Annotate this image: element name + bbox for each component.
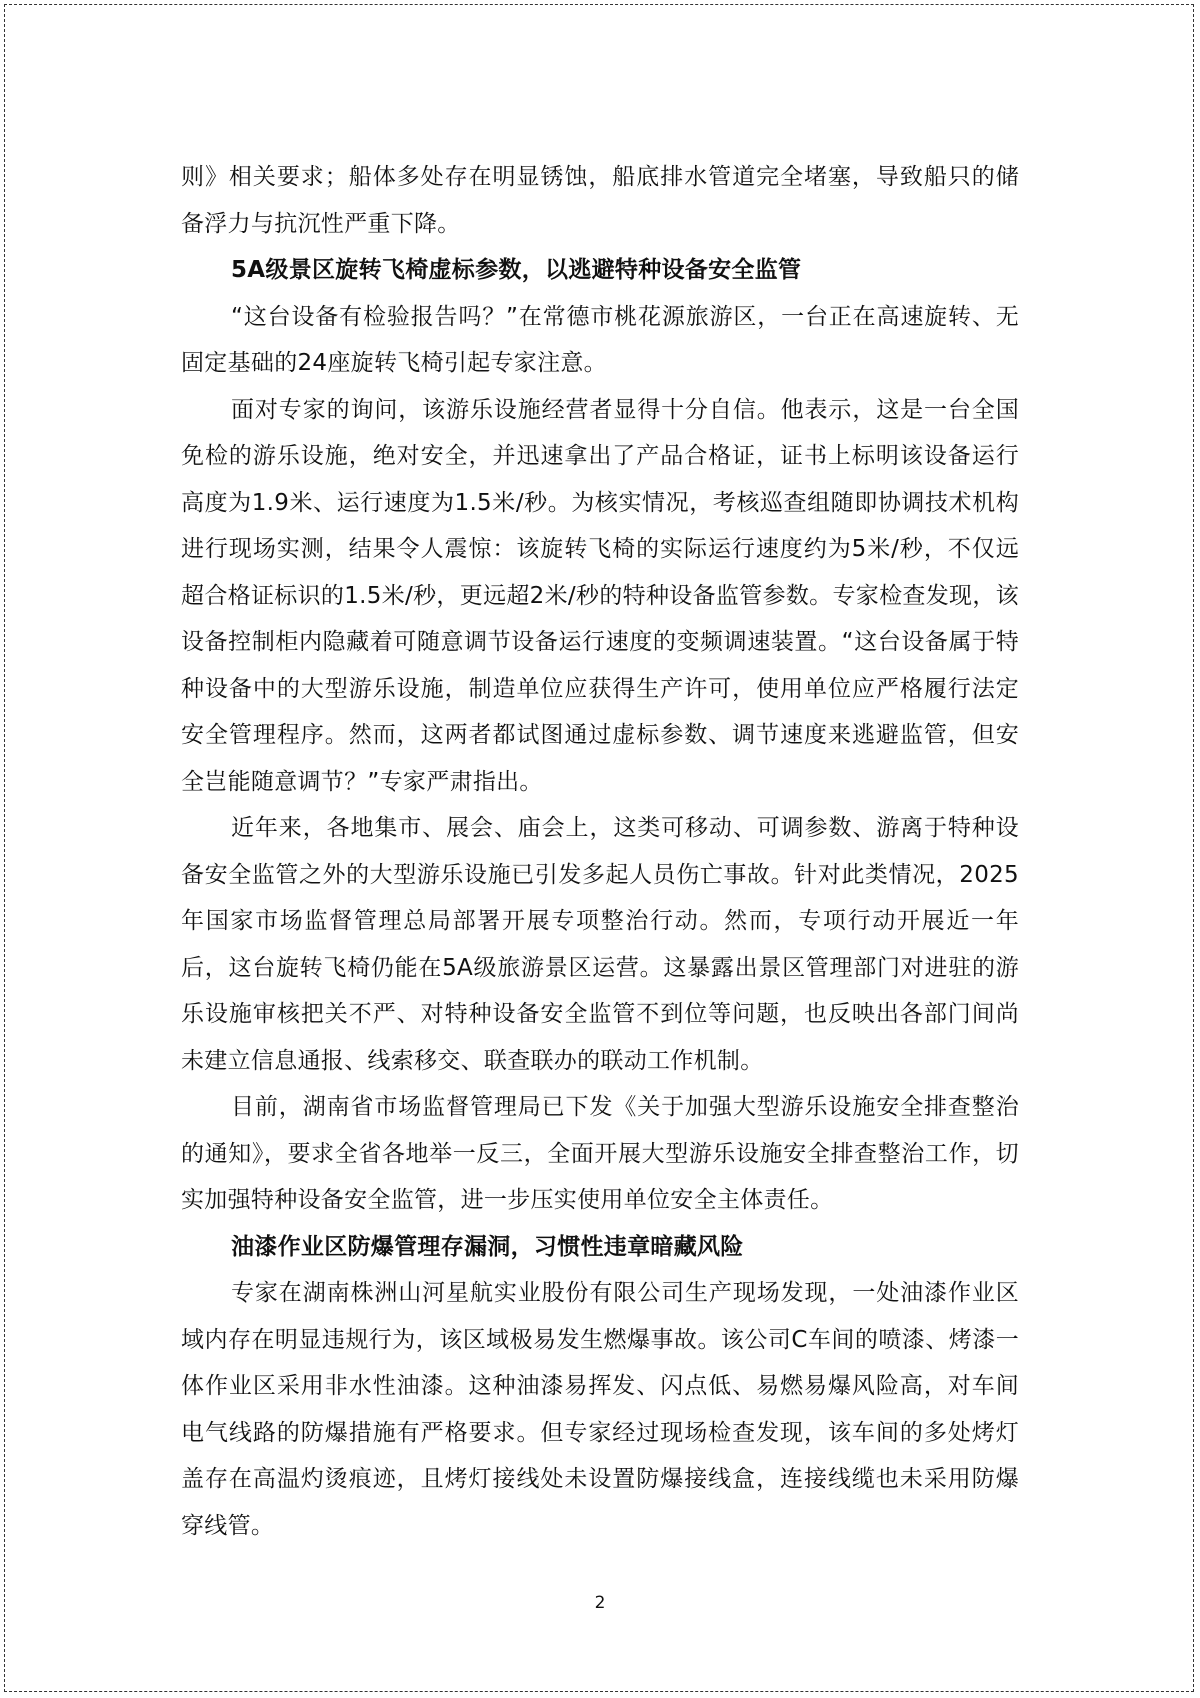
section-heading-paint-area: 油漆作业区防爆管理存漏洞，习惯性违章暗藏风险 [231,1233,744,1260]
paragraph: 专家在湖南株洲山河星航实业股份有限公司生产现场发现，一处油漆作业区域内存在明显违规行为，该区域极易发生燃爆事故。该公司C车间的喷漆、烤漆一体作业区采用非水性油漆。这种油漆易挥发、闪点低、易燃易爆风险高，对车间电气线路的防爆措施有严格要求。但专家经过现场检查发现，该车间的多处烤灯盖存在高温灼烫痕迹，且烤灯接线处未设置防爆接线盒，连接线缆也未采用防爆穿线管。 [181,1280,1019,1539]
paragraph: 近年来，各地集市、展会、庙会上，这类可移动、可调参数、游离于特种设备安全监管之外的大型游乐设施已引发多起人员伤亡事故。针对此类情况，2025年国家市场监督管理总局部署开展专项整治行动。然而，专项行动开展近一年后，这台旋转飞椅仍能在5A级旅游景区运营。这暴露出景区管理部门对进驻的游乐设施审核把关不严、对特种设备安全监管不到位等问题，也反映出各部门间尚未建立信息通报、线索移交、联查联办的联动工作机制。 [181,815,1019,1074]
paragraph: 面对专家的询问，该游乐设施经营者显得十分自信。他表示，这是一台全国免检的游乐设施，绝对安全，并迅速拿出了产品合格证，证书上标明该设备运行高度为1.9米、运行速度为1.5米/秒。为核实情况，考核巡查组随即协调技术机构进行现场实测，结果令人震惊：该旋转飞椅的实际运行速度约为5米/秒，不仅远超合格证标识的1.5米/秒，更远超2米/秒的特种设备监管参数。专家检查发现，该设备控制柜内隐藏着可随意调节设备运行速度的变频调速装置。“这台设备属于特种设备中的大型游乐设施，制造单位应获得生产许可，使用单位应严格履行法定安全管理程序。然而，这两者都试图通过虚标参数、调节速度来逃避监管，但安全岂能随意调节？”专家严肃指出。 [181,396,1019,795]
paragraph: “这台设备有检验报告吗？”在常德市桃花源旅游区，一台正在高速旋转、无固定基础的24座旋转飞椅引起专家注意。 [181,303,1019,376]
paragraph: 目前，湖南省市场监督管理局已下发《关于加强大型游乐设施安全排查整治的通知》，要求全省各地举一反三，全面开展大型游乐设施安全排查整治工作，切实加强特种设备安全监管，进一步压实使用单位安全主体责任。 [181,1094,1019,1213]
page-number: 2 [594,1593,606,1613]
document-body [181,154,1019,1549]
paragraph-continuation: 则》相关要求；船体多处存在明显锈蚀，船底排水管道完全堵塞，导致船只的储备浮力与抗沉性严重下降。 [181,164,1019,237]
section-heading-rotating-swing: 5A级景区旋转飞椅虚标参数，以逃避特种设备安全监管 [231,257,802,283]
